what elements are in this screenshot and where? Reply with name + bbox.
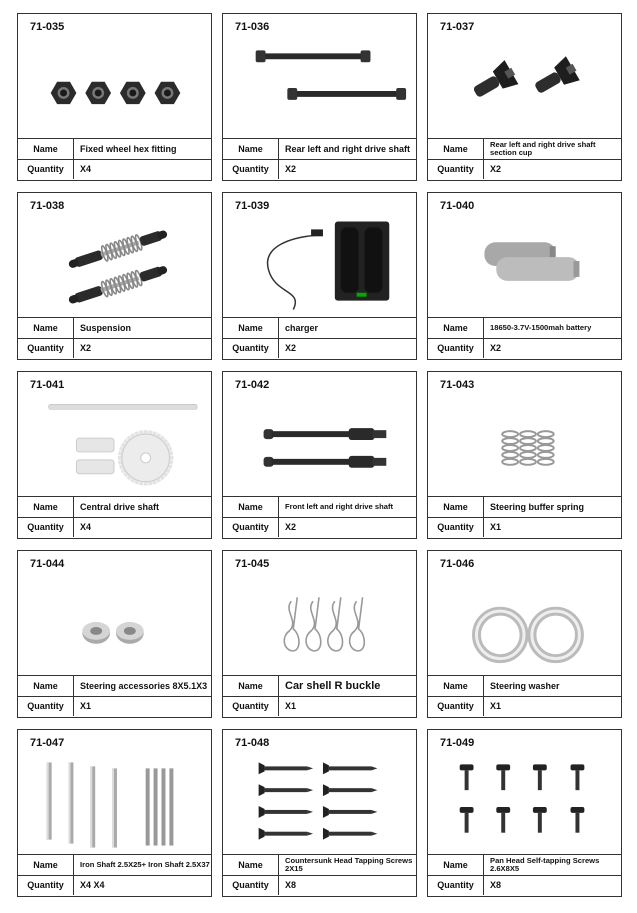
name-label: Name [18, 676, 74, 696]
part-code: 71-035 [30, 21, 65, 33]
part-quantity: X2 [285, 163, 297, 174]
name-label: Name [18, 497, 74, 517]
part-quantity: X4 [80, 163, 92, 174]
part-info-table [223, 854, 416, 896]
part-code: 71-038 [30, 200, 65, 212]
part-info-table [428, 675, 621, 717]
part-code: 71-039 [235, 200, 270, 212]
part-name: Pan Head Self-tapping Screws 2.6X8X5 [490, 856, 600, 873]
part-quantity: X4 X4 [80, 879, 105, 890]
quantity-label: Quantity [18, 875, 74, 895]
part-info-table [428, 138, 621, 180]
part-quantity: X1 [490, 700, 502, 711]
shaft-cup-icon [429, 36, 620, 140]
part-quantity: X1 [80, 700, 92, 711]
part-info-table [223, 496, 416, 538]
part-code: 71-036 [235, 21, 270, 33]
quantity-label: Quantity [223, 159, 279, 179]
part-info-table [18, 854, 211, 896]
central-drive-shaft-icon [19, 394, 210, 498]
part-quantity: X8 [285, 879, 297, 890]
name-label: Name [18, 139, 74, 159]
part-code: 71-037 [440, 21, 475, 33]
name-label: Name [223, 139, 279, 159]
part-quantity: X8 [490, 879, 502, 890]
name-label: Name [223, 855, 279, 875]
part-name: Steering buffer spring [490, 501, 585, 512]
part-quantity: X2 [490, 163, 502, 174]
part-card [222, 192, 417, 360]
part-card [17, 371, 212, 539]
name-label: Name [428, 497, 484, 517]
part-code: 71-048 [235, 737, 270, 749]
part-card [427, 729, 622, 897]
name-label: Name [223, 497, 279, 517]
part-card [427, 550, 622, 718]
name-label: Name [18, 318, 74, 338]
quantity-label: Quantity [18, 696, 74, 716]
hex-fitting-icon [19, 36, 210, 140]
part-card [427, 371, 622, 539]
pan-head-screw-icon [429, 752, 620, 856]
part-code: 71-046 [440, 558, 475, 570]
quantity-label: Quantity [18, 517, 74, 537]
part-card [17, 192, 212, 360]
part-name: Front left and right drive shaft [285, 502, 394, 512]
part-info-table [223, 138, 416, 180]
battery-icon [429, 215, 620, 319]
part-card [17, 550, 212, 718]
part-quantity: X1 [490, 521, 502, 532]
part-name: Iron Shaft 2.5X25+ Iron Shaft 2.5X37 [80, 860, 210, 870]
part-name: Rear left and right drive shaft section cup [490, 140, 596, 157]
name-label: Name [223, 318, 279, 338]
part-name: Suspension [80, 322, 132, 333]
front-drive-shaft-icon [224, 394, 415, 498]
part-card [17, 729, 212, 897]
iron-shaft-icon [19, 752, 210, 856]
part-code: 71-043 [440, 379, 475, 391]
part-name: Steering accessories 8X5.1X3 [80, 680, 208, 691]
part-info-table [223, 675, 416, 717]
part-info-table [18, 138, 211, 180]
name-label: Name [428, 855, 484, 875]
part-name: Car shell R buckle [285, 679, 381, 692]
quantity-label: Quantity [428, 696, 484, 716]
part-name: Rear left and right drive shaft [285, 143, 411, 154]
part-info-table [18, 317, 211, 359]
name-label: Name [428, 318, 484, 338]
charger-icon [224, 215, 415, 319]
bushing-icon [19, 573, 210, 677]
quantity-label: Quantity [428, 517, 484, 537]
quantity-label: Quantity [428, 875, 484, 895]
part-card [222, 371, 417, 539]
name-label: Name [223, 676, 279, 696]
spring-icon [429, 394, 620, 498]
part-quantity: X1 [285, 700, 297, 711]
quantity-label: Quantity [223, 338, 279, 358]
part-info-table [428, 496, 621, 538]
part-card [222, 13, 417, 181]
part-card [222, 550, 417, 718]
quantity-label: Quantity [18, 159, 74, 179]
quantity-label: Quantity [223, 517, 279, 537]
part-code: 71-049 [440, 737, 475, 749]
part-code: 71-041 [30, 379, 65, 391]
part-code: 71-040 [440, 200, 475, 212]
quantity-label: Quantity [428, 338, 484, 358]
part-info-table [18, 675, 211, 717]
part-code: 71-047 [30, 737, 65, 749]
part-quantity: X2 [80, 342, 92, 353]
r-clip-icon [224, 573, 415, 677]
name-label: Name [428, 676, 484, 696]
part-card [222, 729, 417, 897]
part-card [427, 192, 622, 360]
part-code: 71-044 [30, 558, 65, 570]
quantity-label: Quantity [428, 159, 484, 179]
part-card [17, 13, 212, 181]
part-info-table [223, 317, 416, 359]
part-info-table [18, 496, 211, 538]
part-name: charger [285, 322, 319, 333]
shock-absorber-icon [19, 215, 210, 319]
part-quantity: X2 [285, 342, 297, 353]
part-name: Countersunk Head Tapping Screws 2X15 [285, 856, 413, 873]
name-label: Name [18, 855, 74, 875]
part-code: 71-042 [235, 379, 270, 391]
part-code: 71-045 [235, 558, 270, 570]
drive-shaft-icon [224, 36, 415, 140]
washer-icon [429, 573, 620, 677]
quantity-label: Quantity [18, 338, 74, 358]
part-quantity: X2 [285, 521, 297, 532]
quantity-label: Quantity [223, 696, 279, 716]
part-name: Steering washer [490, 680, 560, 691]
countersunk-screw-icon [224, 752, 415, 856]
part-info-table [428, 317, 621, 359]
name-label: Name [428, 139, 484, 159]
part-quantity: X4 [80, 521, 92, 532]
part-quantity: X2 [490, 342, 502, 353]
part-card [427, 13, 622, 181]
part-info-table [428, 854, 621, 896]
part-name: 18650-3.7V-1500mah battery [490, 323, 592, 333]
part-name: Central drive shaft [80, 501, 160, 512]
part-name: Fixed wheel hex fitting [80, 143, 177, 154]
quantity-label: Quantity [223, 875, 279, 895]
